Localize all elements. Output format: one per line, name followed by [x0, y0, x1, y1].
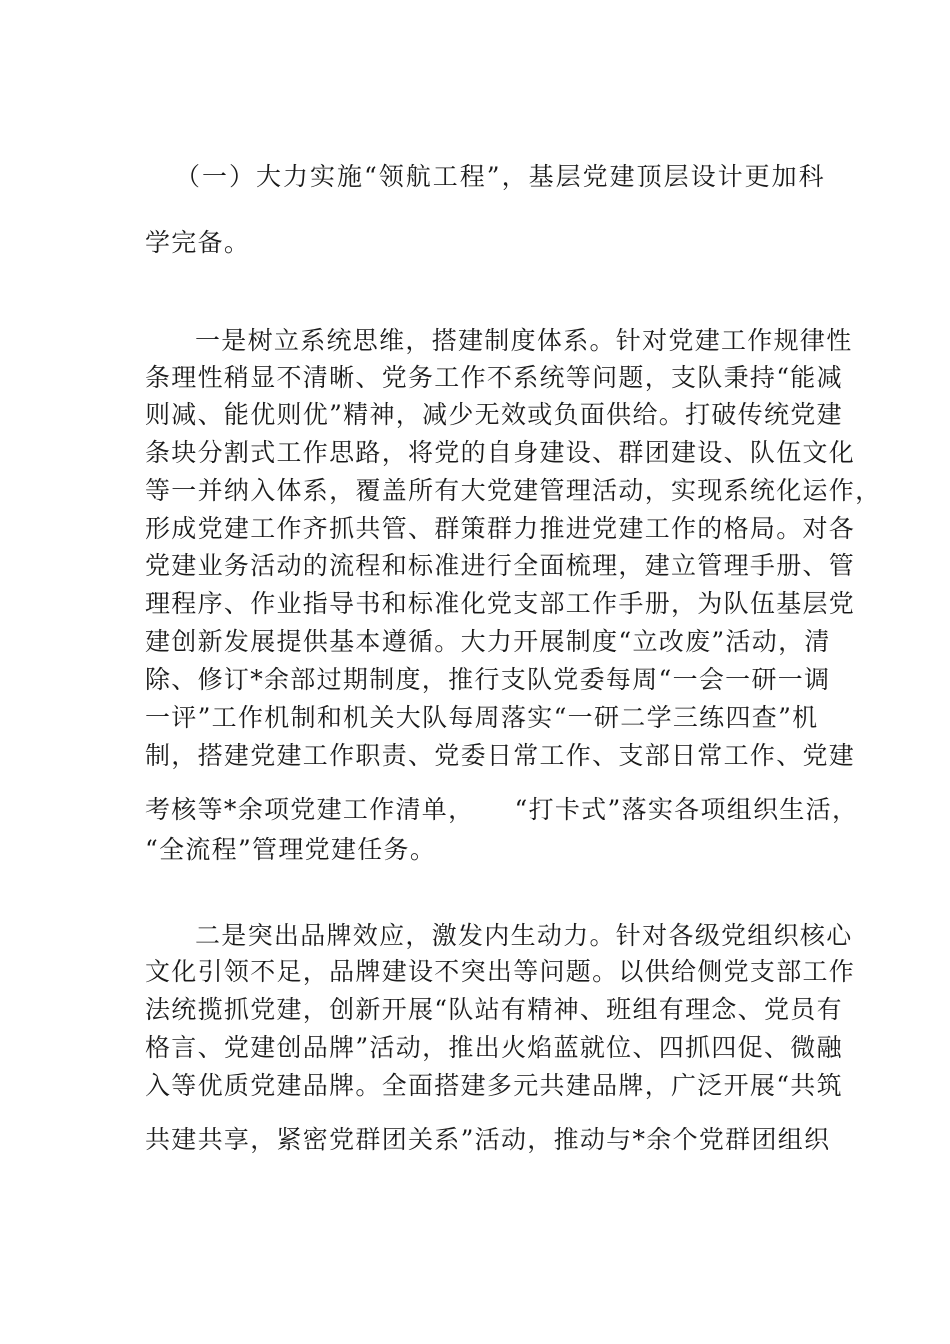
paragraph-1-line-4: 条块分割式工作思路，将党的自身建设、群团建设、队伍文化: [145, 438, 856, 467]
paragraph-1-line-3: 则减、能优则优”精神，减少无效或负面供给。打破传统党建: [145, 400, 843, 429]
paragraph-2-line-1: 二是突出品牌效应，激发内生动力。针对各级党组织核心: [195, 921, 853, 950]
paragraph-1-line-1: 一是树立系统思维，搭建制度体系。针对党建工作规律性: [195, 326, 853, 355]
paragraph-1-line-8: 理程序、作业指导书和标准化党支部工作手册，为队伍基层党: [145, 589, 856, 618]
paragraph-1-line-10: 除、修订*余部过期制度，推行支队党委每周“一会一研一调: [145, 665, 831, 694]
paragraph-1-line-7: 党建业务活动的流程和标准进行全面梳理，建立管理手册、管: [145, 551, 856, 580]
paragraph-1-line-14: “全流程”管理党建任务。: [145, 835, 437, 864]
paragraph-1-line-11: 一评”工作机制和机关大队每周落实“一研二学三练四查”机: [145, 703, 819, 732]
section-heading-line-1: （一）大力实施“领航工程”，基层党建顶层设计更加科: [175, 162, 826, 191]
paragraph-1-line-9: 建创新发展提供基本遵循。大力开展制度“立改废”活动，清: [145, 627, 831, 656]
paragraph-2-line-6: 共建共享，紧密党群团关系”活动，推动与*余个党群团组织: [145, 1125, 831, 1154]
paragraph-1-line-5: 等一并纳入体系，覆盖所有大党建管理活动，实现系统化运作，: [145, 476, 882, 505]
paragraph-2-line-3: 法统揽抓党建，创新开展“队站有精神、班组有理念、党员有: [145, 995, 843, 1024]
paragraph-2-line-5: 入等优质党建品牌。全面搭建多元共建品牌，广泛开展“共筑: [145, 1071, 843, 1100]
paragraph-1-line-12: 制，搭建党建工作职责、党委日常工作、支部日常工作、党建: [145, 741, 856, 770]
paragraph-1-line-13: 考核等*余项党建工作清单， “打卡式”落实各项组织生活，: [145, 795, 859, 824]
paragraph-1-line-6: 形成党建工作齐抓共管、群策群力推进党建工作的格局。对各: [145, 514, 856, 543]
paragraph-2-line-4: 格言、党建创品牌”活动，推出火焰蓝就位、四抓四促、微融: [145, 1033, 843, 1062]
section-heading-line-2: 学完备。: [145, 228, 251, 257]
paragraph-2-line-2: 文化引领不足，品牌建设不突出等问题。以供给侧党支部工作: [145, 957, 856, 986]
paragraph-1-line-2: 条理性稍显不清晰、党务工作不系统等问题，支队秉持“能减: [145, 363, 843, 392]
